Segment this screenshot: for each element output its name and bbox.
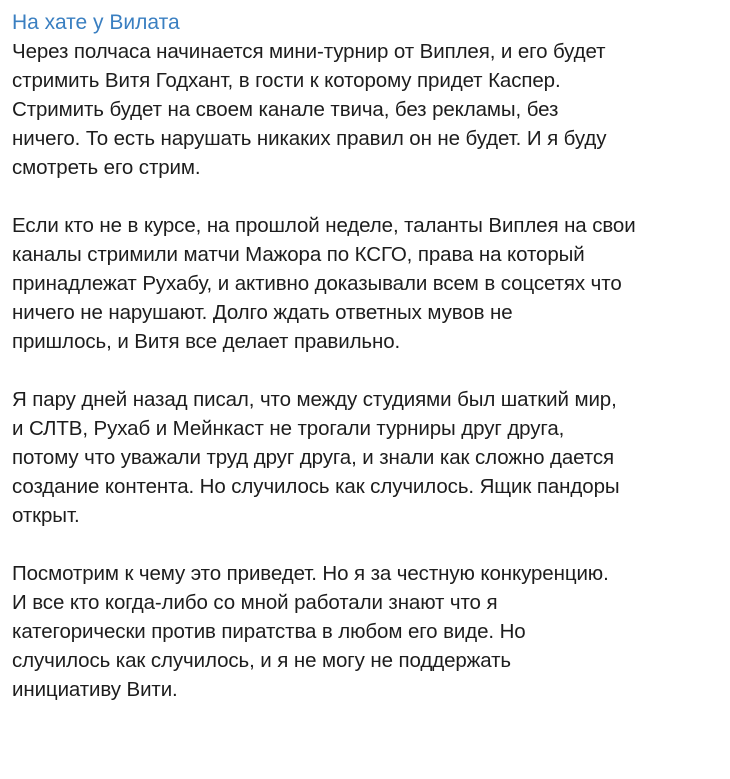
message-line: открыт. [12,504,80,527]
message-line: случилось как случилось, и я не могу не поддержать [12,649,512,672]
message-line: принадлежат Рухабу, и активно доказывали всем в соцсетях что [12,272,622,295]
message-line: Стримить будет на своем канале твича, без рекламы, без [12,98,559,121]
message-paragraph-1 [12,37,716,182]
channel-name[interactable]: На хате у Вилата [12,11,180,34]
message-line: Если кто не в курсе, на прошлой неделе, таланты Виплея на свои [12,214,636,237]
message-line: категорически против пиратства в любом его виде. Но [12,620,526,643]
message-line: каналы стримили матчи Мажора по КСГО, права на который [12,243,585,266]
message-line: ничего не нарушают. Долго ждать ответных мувов не [12,301,513,324]
paragraph-gap [12,530,716,559]
message-line: И все кто когда-либо со мной работали знают что я [12,591,498,614]
message-line: пришлось, и Витя все делает правильно. [12,330,401,353]
message-line: и СЛТВ, Рухаб и Мейнкаст не трогали турниры друг друга, [12,417,565,440]
paragraph-gap [12,356,716,385]
message-line: Посмотрим к чему это приведет. Но я за честную конкуренцию. [12,562,609,585]
message-line: создание контента. Но случилось как случилось. Ящик пандоры [12,475,620,498]
message-line: Я пару дней назад писал, что между студиями был шаткий мир, [12,388,617,411]
message-line: смотреть его стрим. [12,156,201,179]
message-paragraph-4 [12,559,716,704]
message-line: стримить Витя Годхант, в гости к которому придет Каспер. [12,69,561,92]
message-paragraph-3 [12,385,716,530]
message-line: инициативу Вити. [12,678,178,701]
paragraph-gap [12,182,716,211]
message-line: потому что уважали труд друг друга, и знали как сложно дается [12,446,614,469]
message-line: Через полчаса начинается мини-турнир от Виплея, и его будет [12,40,606,63]
message-paragraph-2 [12,211,716,356]
message-line: ничего. То есть нарушать никаких правил он не будет. И я буду [12,127,607,150]
